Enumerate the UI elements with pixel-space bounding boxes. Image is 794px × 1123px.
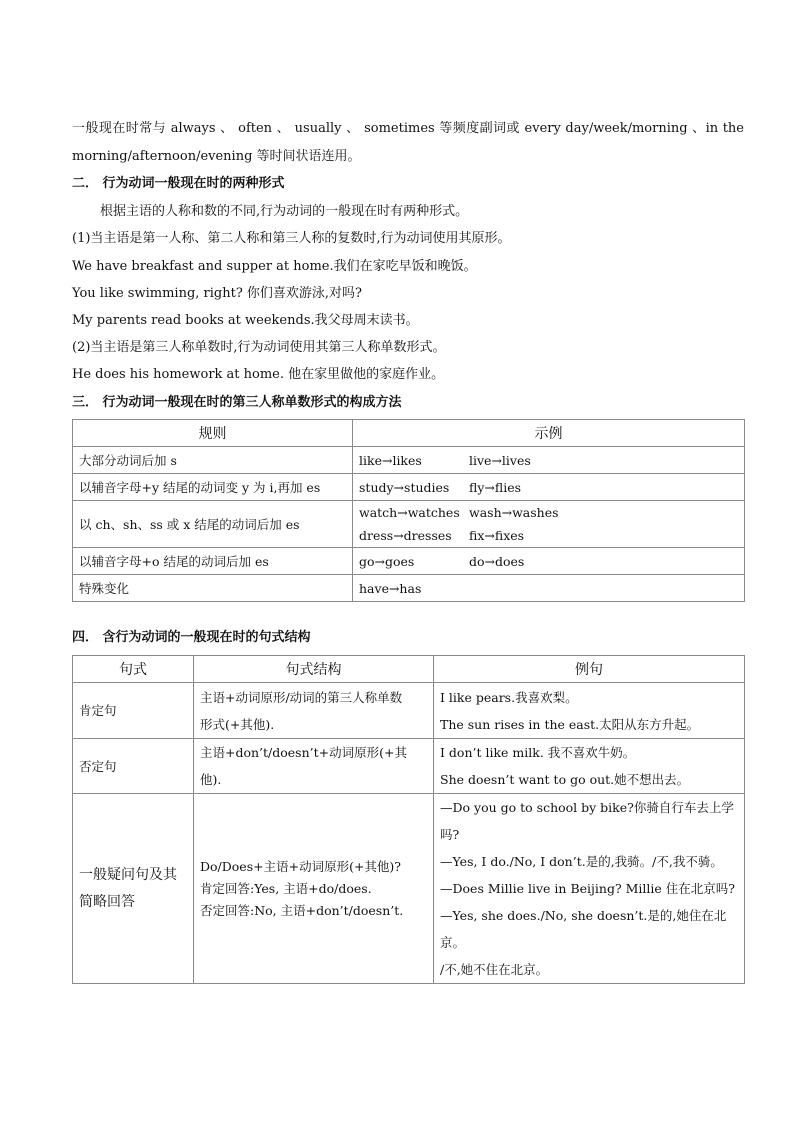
example-sentence: 吗? [440, 827, 460, 842]
structure-cell [194, 794, 434, 984]
table-row [73, 739, 745, 794]
section-2-example-3: My parents read books at weekends.我父母周末读书。 [72, 313, 419, 328]
section-2-rule-1: (1)当主语是第一人称、第二人称和第三人称的复数时,行为动词使用其原形。 [72, 231, 511, 246]
structure-line: 主语+don’t/doesn’t+动词原形(+其他). [200, 745, 407, 787]
structure-line: 否定回答:No, 主语+don’t/doesn’t. [200, 902, 404, 918]
example-word: dress→dresses [359, 528, 452, 543]
section-3-heading: 三． 行为动词一般现在时的第三人称单数形式的构成方法 [72, 395, 402, 410]
example-word: study→studies [359, 479, 450, 495]
example-word: watch→watches [359, 505, 460, 520]
example-sentence: The sun rises in the east.太阳从东方升起。 [440, 716, 700, 732]
rule-cell: 以辅音字母+y 结尾的动词变 y 为 i,再加 es [73, 474, 353, 501]
column-header-example: 例句 [434, 656, 745, 683]
table-row [73, 447, 745, 474]
section-2-rule-2: (2)当主语是第三人称单数时,行为动词使用其第三人称单数形式。 [72, 340, 446, 355]
table-row [73, 474, 745, 501]
example-sentence: I like pears.我喜欢梨。 [440, 689, 578, 705]
sentence-structure-table [72, 655, 745, 984]
table-row [73, 548, 745, 575]
example-word: have→has [359, 580, 422, 596]
example-word: like→likes [359, 452, 422, 468]
structure-line: 肯定回答:Yes, 主语+do/does. [200, 880, 372, 896]
sentence-type-cell: 肯定句 [73, 683, 194, 739]
structure-cell [194, 683, 434, 739]
example-sentence: —Does Millie live in Beijing? Millie 住在北京吗? [440, 881, 735, 896]
section-2-intro: 根据主语的人称和数的不同,行为动词的一般现在时有两种形式。 [100, 204, 469, 219]
table-header-row [73, 420, 745, 447]
example-sentence: —Do you go to school by bike?你骑自行车去上学 [440, 800, 734, 815]
example-cell [434, 683, 745, 739]
table-row [73, 501, 745, 548]
example-cell [353, 501, 745, 548]
example-word: wash→washes [469, 505, 559, 520]
example-cell [353, 575, 745, 602]
table-header-row [73, 656, 745, 683]
third-person-rules-table [72, 419, 745, 602]
example-sentence: —Yes, she does./No, she doesn’t.是的,她住在北京。 [440, 908, 727, 950]
example-word: fly→flies [469, 479, 522, 495]
example-word: go→goes [359, 553, 415, 569]
section-2-example-2: You like swimming, right? 你们喜欢游泳,对吗? [72, 286, 363, 301]
example-sentence: I don’t like milk. 我不喜欢牛奶。 [440, 745, 636, 760]
rule-cell: 大部分动词后加 s [73, 447, 353, 474]
rule-cell: 以 ch、sh、ss 或 x 结尾的动词后加 es [73, 501, 353, 548]
structure-cell [194, 739, 434, 794]
rule-cell: 以辅音字母+o 结尾的动词后加 es [73, 548, 353, 575]
rule-cell: 特殊变化 [73, 575, 353, 602]
section-4-heading: 四． 含行为动词的一般现在时的句式结构 [72, 630, 311, 645]
column-header-structure: 句式结构 [194, 656, 434, 683]
section-2-example-4: He does his homework at home. 他在家里做他的家庭作业。 [72, 367, 445, 382]
example-sentence: She doesn’t want to go out.她不想出去。 [440, 772, 690, 787]
sentence-type-cell: 否定句 [73, 739, 194, 794]
section-2-heading: 二． 行为动词一般现在时的两种形式 [72, 176, 285, 191]
example-cell [434, 739, 745, 794]
example-word: fix→fixes [469, 528, 525, 543]
structure-line: 形式(+其他). [200, 716, 275, 732]
example-sentence: /不,她不住在北京。 [440, 962, 549, 977]
structure-line: 主语+动词原形/动词的第三人称单数 [200, 689, 403, 705]
column-header-example: 示例 [353, 420, 745, 447]
intro-line-2: morning/afternoon/evening 等时间状语连用。 [72, 149, 361, 164]
example-word: do→does [469, 553, 525, 569]
example-word: live→lives [469, 452, 531, 468]
table-row [73, 683, 745, 739]
sentence-type-label: 一般疑问句及其简略回答 [79, 866, 177, 910]
section-2-example-1: We have breakfast and supper at home.我们在家吃早饭和晚饭。 [72, 259, 477, 274]
example-cell [434, 794, 745, 984]
column-header-rule: 规则 [73, 420, 353, 447]
structure-line: Do/Does+主语+动词原形(+其他)? [200, 858, 401, 874]
sentence-type-cell [73, 794, 194, 984]
example-sentence: —Yes, I do./No, I don’t.是的,我骑。/不,我不骑。 [440, 854, 723, 869]
intro-line-1: 一般现在时常与 always 、 often 、 usually 、 sometimes 等频度副词或 every day/week/morning 、in the [72, 121, 744, 136]
column-header-type: 句式 [73, 656, 194, 683]
example-cell [353, 548, 745, 575]
table-row [73, 575, 745, 602]
example-cell [353, 474, 745, 501]
table-row [73, 794, 745, 984]
example-cell [353, 447, 745, 474]
